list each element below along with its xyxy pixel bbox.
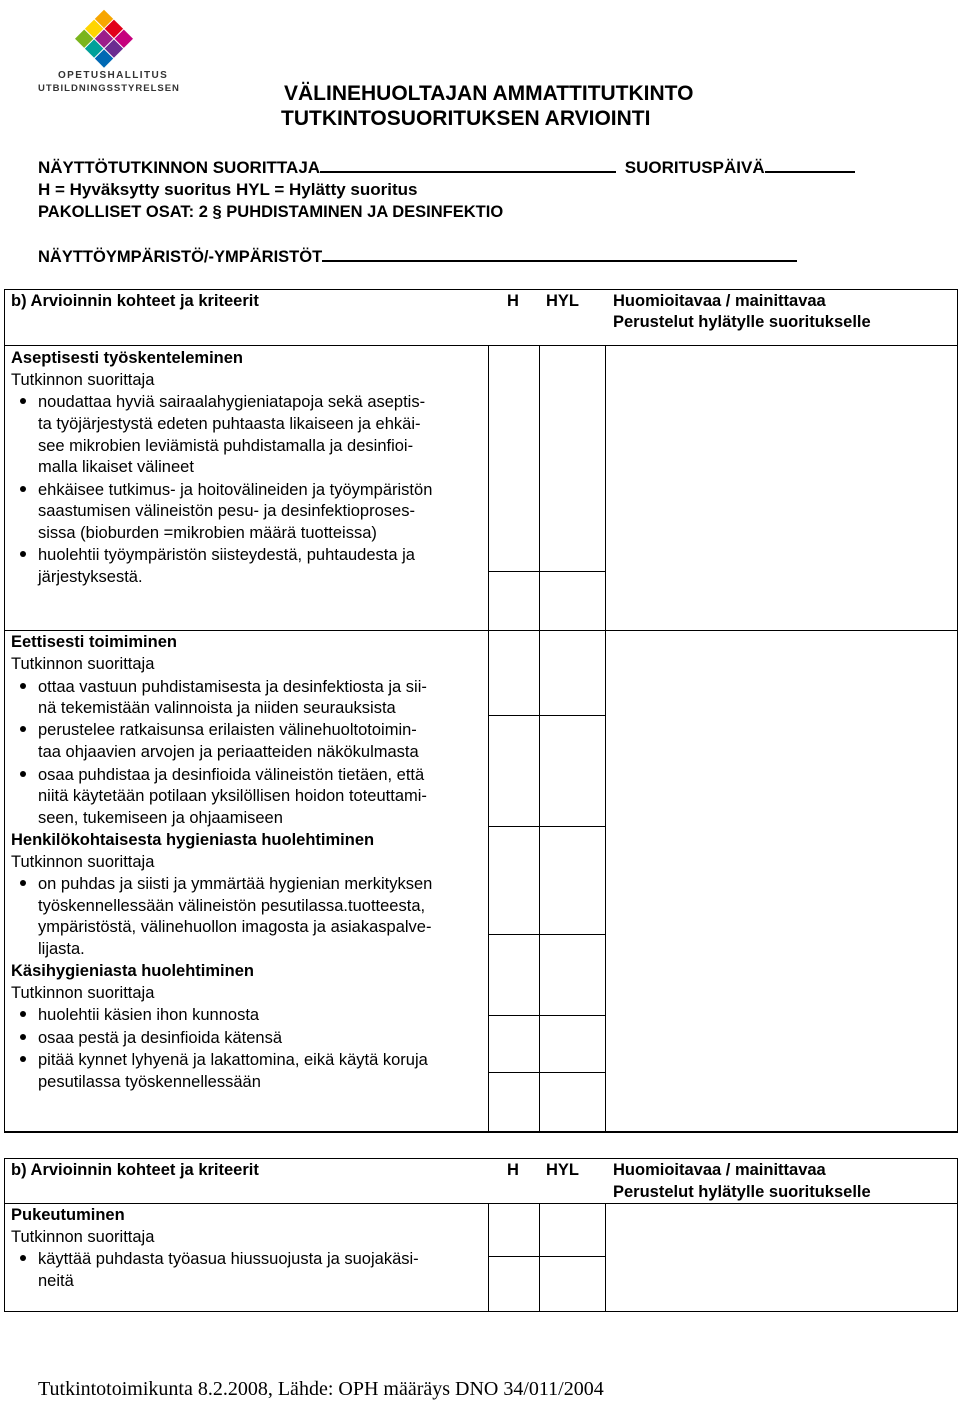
bullet-icon bbox=[20, 1034, 26, 1040]
criterion-line: perustelee ratkaisunsa erilaisten välinehuoltotoimin- bbox=[38, 721, 417, 739]
notes-column-header-line1: Huomioitavaa / mainittavaa bbox=[613, 292, 826, 310]
mandatory-parts-line bbox=[38, 203, 503, 222]
date-field[interactable] bbox=[765, 157, 855, 173]
section-heading-clothing: Pukeutuminen bbox=[11, 1206, 125, 1224]
notes-column-header-line2: Perustelut hylätylle suoritukselle bbox=[613, 313, 871, 331]
criterion-line: see mikrobien leviämistä puhdistamalla ja desinfioi- bbox=[38, 437, 414, 455]
criterion-line: pesutilassa työskennellessään bbox=[38, 1073, 261, 1091]
h-column-header: H bbox=[507, 1161, 519, 1179]
section-subheading: Tutkinnon suorittaja bbox=[11, 655, 155, 673]
h-column-header: H bbox=[507, 292, 519, 310]
criterion-line: niitä käytetään potilaan yksilöllisen hoidon toteuttami- bbox=[38, 787, 427, 805]
bullet-icon bbox=[20, 1056, 26, 1062]
candidate-field[interactable] bbox=[320, 157, 616, 173]
criterion-line: nä tekemistään valinnoista ja niiden seurauksista bbox=[38, 699, 396, 717]
logo-text-line1: OPETUSHALLITUS bbox=[58, 70, 169, 81]
criterion-line: sissa (bioburden =mikrobien määrä tuotteissa) bbox=[38, 524, 377, 542]
criteria-column-header: b) Arvioinnin kohteet ja kriteerit bbox=[11, 292, 259, 310]
bullet-icon bbox=[20, 683, 26, 689]
criterion-line: on puhdas ja siisti ja ymmärtää hygienian merkityksen bbox=[38, 875, 433, 893]
section-heading-ethics: Eettisesti toimiminen bbox=[11, 633, 177, 651]
criterion-line: työskennellessään välineistön pesutilassa.tuotteesta, bbox=[38, 897, 426, 915]
criterion-line: käyttää puhdasta työasua hiussuojusta ja suojakäsi- bbox=[38, 1250, 419, 1268]
criterion-line: saastumisen välineistön pesu- ja desinfektioproses- bbox=[38, 502, 415, 520]
criterion-line: ehkäisee tutkimus- ja hoitovälineiden ja työympäristön bbox=[38, 481, 433, 499]
criterion-line: lijasta. bbox=[38, 940, 85, 958]
criterion-line: osaa pestä ja desinfioida kätensä bbox=[38, 1029, 283, 1047]
criterion-line: osaa puhdistaa ja desinfioida välineistön tietäen, että bbox=[38, 766, 425, 784]
section-heading-personal-hygiene: Henkilökohtaisesta hygieniasta huolehtiminen bbox=[11, 831, 375, 849]
hyl-column-header: HYL bbox=[546, 292, 579, 310]
criteria-column-header: b) Arvioinnin kohteet ja kriteerit bbox=[11, 1161, 259, 1179]
legend-text: H = Hyväksytty suoritus HYL = Hylätty suoritus bbox=[38, 180, 418, 199]
section-subheading: Tutkinnon suorittaja bbox=[11, 984, 155, 1002]
logo bbox=[38, 4, 180, 96]
logo-text-line2: UTBILDNINGSSTYRELSEN bbox=[38, 83, 180, 94]
document-title-line1: VÄLINEHUOLTAJAN AMMATTITUTKINTO bbox=[284, 82, 694, 105]
criterion-line: huolehtii käsien ihon kunnosta bbox=[38, 1006, 260, 1024]
criterion-line: taa ohjaavien arvojen ja periaatteiden näkökulmasta bbox=[38, 743, 419, 761]
mandatory-number: 2 bbox=[198, 203, 208, 221]
candidate-label: NÄYTTÖTUTKINNON SUORITTAJA bbox=[38, 158, 321, 177]
criterion-line: neitä bbox=[38, 1272, 74, 1290]
criterion-line: järjestyksestä. bbox=[38, 568, 143, 586]
criterion-line: ta työjärjestystä edeten puhtaasta likaiseen ja ehkäi- bbox=[38, 415, 421, 433]
date-label: SUORITUSPÄIVÄ bbox=[624, 158, 765, 177]
notes-column-header-line1: Huomioitavaa / mainittavaa bbox=[613, 1161, 826, 1179]
document-title-line2: TUTKINTOSUORITUKSEN ARVIOINTI bbox=[281, 107, 651, 130]
bullet-icon bbox=[20, 880, 26, 886]
section-subheading: Tutkinnon suorittaja bbox=[11, 371, 155, 389]
section-subheading: Tutkinnon suorittaja bbox=[11, 1228, 155, 1246]
section-heading-hand-hygiene: Käsihygieniasta huolehtiminen bbox=[11, 962, 254, 980]
environment-field[interactable] bbox=[322, 246, 797, 262]
section-subheading: Tutkinnon suorittaja bbox=[11, 853, 155, 871]
bullet-icon bbox=[20, 1011, 26, 1017]
criterion-line: ympäristöstä, välinehuollon imagosta ja asiakaspalve- bbox=[38, 918, 432, 936]
mandatory-part-name: PUHDISTAMINEN JA DESINFEKTIO bbox=[226, 203, 504, 221]
footer-source: Tutkintotoimikunta 8.2.2008, Lähde: OPH määräys DNO 34/011/2004 bbox=[38, 1378, 604, 1400]
section-heading-aseptic: Aseptisesti työskenteleminen bbox=[11, 349, 243, 367]
environment-label: NÄYTTÖYMPÄRISTÖ/-YMPÄRISTÖT bbox=[38, 248, 323, 266]
criterion-line: ottaa vastuun puhdistamisesta ja desinfektiosta ja sii- bbox=[38, 678, 427, 696]
environment-line bbox=[38, 246, 797, 267]
bullet-icon bbox=[20, 398, 26, 404]
bullet-icon bbox=[20, 1255, 26, 1261]
criterion-line: pitää kynnet lyhyenä ja lakattomina, eikä käytä koruja bbox=[38, 1051, 428, 1069]
criterion-line: seen, tukemiseen ja ohjaamiseen bbox=[38, 809, 283, 827]
notes-column-header-line2: Perustelut hylätylle suoritukselle bbox=[613, 1183, 871, 1201]
bullet-icon bbox=[20, 726, 26, 732]
hyl-column-header: HYL bbox=[546, 1161, 579, 1179]
criterion-line: noudattaa hyviä sairaalahygieniatapoja sekä aseptis- bbox=[38, 393, 426, 411]
bullet-icon bbox=[20, 771, 26, 777]
criterion-line: huolehtii työympäristön siisteydestä, puhtaudesta ja bbox=[38, 546, 415, 564]
candidate-line bbox=[38, 157, 855, 178]
bullet-icon bbox=[20, 551, 26, 557]
mandatory-prefix: PAKOLLISET OSAT: bbox=[38, 203, 195, 221]
section-sign: § bbox=[212, 203, 222, 221]
criterion-line: malla likaiset välineet bbox=[38, 458, 194, 476]
bullet-icon bbox=[20, 486, 26, 492]
